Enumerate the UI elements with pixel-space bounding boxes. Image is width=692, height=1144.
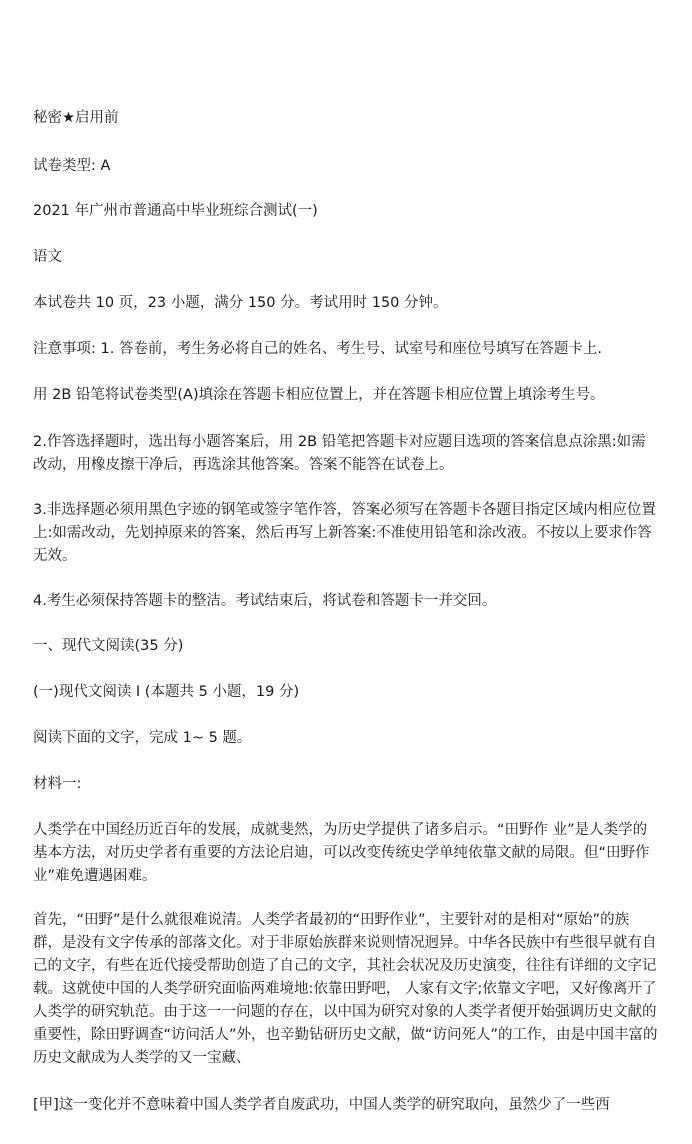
passage-paragraph-2: 首先，“田野”是什么就很难说清。人类学者最初的“田野作业”，主要针对的是相对“原始”的族群，是没有文字传承的部落文化。对于非原始族群来说则情况迥异。中华各民族中有些很早就有自己的文字，有些在近代接受帮助创造了自己的文字，其社会状况及历史演变，往往有详细的文字记载。这就使中国的人类学研究面临两难境地:依靠田野吧， 人家有文字;依靠文字吧，又好像离开了人类学的研究轨范。由于这一一问题的存在，以中国为研究对象的人类学者便开始强调历史文献的重要性，除田野调查“访问活人”外，也辛勤钻研历史文献，做“访问死人”的工作，由是中国丰富的历史文献成为人类学的又一宝藏、 [33, 912, 658, 1066]
passage-paragraph-3: [甲]这一变化并不意味着中国人类学者自废武功，中国人类学的研究取向，虽然少了一些西 [33, 1097, 610, 1113]
confidential-mark: 秘密★启用前 [33, 110, 119, 126]
paper-type: 试卷类型: A [33, 158, 111, 174]
section-heading: 一、现代文阅读(35 分) [33, 638, 184, 654]
subject-title: 语文 [33, 249, 62, 265]
material-label: 材料一: [33, 776, 82, 792]
notice-item-2: 2.作答选择题时，选出每小题答案后，用 2B 铅笔把答题卡对应题目选项的答案信息点涂黑:如需改动，用橡皮擦干净后，再选涂其他答案。答案不能答在试卷上。 [33, 434, 646, 473]
subsection-heading: (一)现代文阅读 I (本题共 5 小题，19 分) [33, 684, 300, 700]
notice-item-1-continued: 用 2B 铅笔将试卷类型(A)填涂在答题卡相应位置上，并在答题卡相应位置上填涂考生号。 [33, 387, 605, 403]
notice-item-3: 3.非选择题必须用黑色字迹的钢笔或签字笔作答，答案必须写在答题卡各题目指定区域内相应位置上:如需改动，先划掉原来的答案，然后再写上新答案:不准使用铅笔和涂改液。不按以上要求作答无效。 [33, 502, 656, 564]
reading-instruction: 阅读下面的文字，完成 1~ 5 题。 [33, 730, 252, 746]
exam-title: 2021 年广州市普通高中毕业班综合测试(一) [33, 203, 318, 219]
notice-item-1: 注意事项: 1. 答卷前，考生务必将自己的姓名、考生号、试室号和座位号填写在答题卡上. [33, 341, 603, 357]
notice-item-4: 4.考生必须保持答题卡的整洁。考试结束后，将试卷和答题卡一并交回。 [33, 593, 497, 609]
passage-paragraph-1: 人类学在中国经历近百年的发展，成就斐然，为历史学提供了诸多启示。“田野作 业”是人类学的基本方法，对历史学者有重要的方法论启迪，可以改变传统史学单纯依靠文献的局限。但“田野作业”难免遭遇困难。 [33, 822, 650, 884]
exam-overview: 本试卷共 10 页，23 小题，满分 150 分。考试用时 150 分钟。 [33, 295, 448, 311]
